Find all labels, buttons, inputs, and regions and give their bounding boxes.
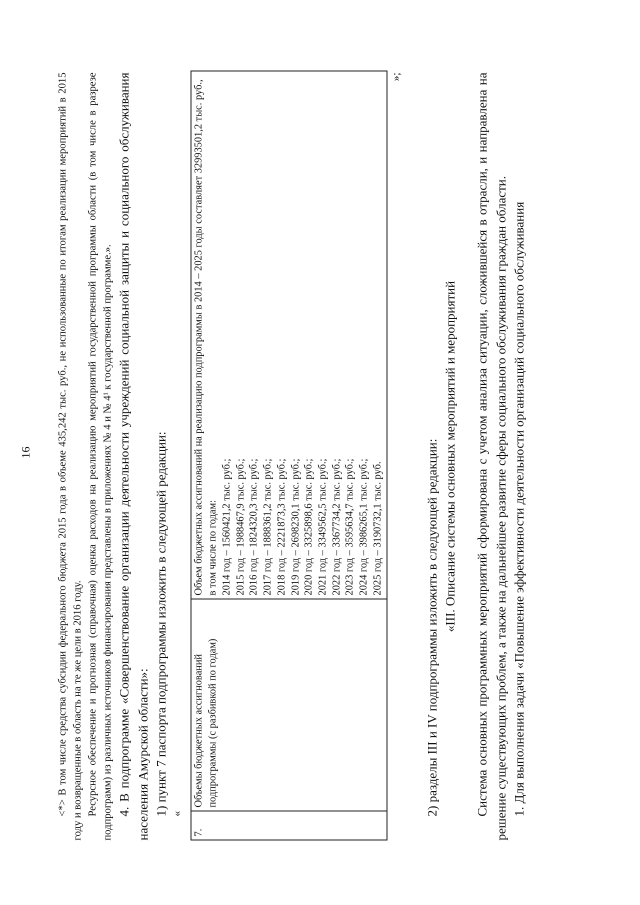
table-row (191, 71, 386, 840)
year-line: 2017 год – 1888361,2 тыс. руб.; (262, 458, 274, 596)
passport-table (191, 71, 387, 841)
year-line: 2023 год – 3595634,7 тыс. руб.; (344, 458, 356, 596)
year-line: 2025 год – 3190732,1 тыс. руб. (372, 461, 384, 596)
year-line: 2022 год – 3367734,2 тыс. руб.; (331, 458, 343, 596)
year-line: 2020 год – 3325898,6 тыс. руб.; (303, 458, 315, 596)
year-line: 2021 год – 3349562,5 тыс. руб.; (317, 458, 329, 596)
year-line: 2016 год – 1824320,3 тыс. руб.; (248, 458, 260, 596)
section-3-title: «III. Описание системы основных мероприятий и мероприятий (442, 280, 458, 633)
year-line: 2014 год – 1560421,2 тыс. руб.; (221, 458, 233, 596)
budget-intro: Объем бюджетных ассигнований на реализацию подпрограммы в 2014 – 2025 годы составляет 32993501,2 тыс. руб., в том числе по годам: (193, 79, 219, 596)
item-4-heading: 4. В подпрограмме «Совершенствование организации деятельности учреждений социальной защиты и социального обслуживания населения Амурской области»: (116, 72, 151, 841)
page-number: 16 (18, 446, 33, 459)
year-line: 2018 год – 2221873,3 тыс. руб.; (276, 458, 288, 596)
paragraph-task-1: 1. Для выполнения задачи «Повышение эффективности деятельности организаций социального обслуживания (511, 201, 527, 817)
item-4-1: 1) пункт 7 паспорта подпрограммы изложить в следующей редакции: (153, 431, 169, 817)
page-content (56, 73, 530, 841)
row-number: 7. (191, 811, 386, 840)
paragraph-system: Система основных программных мероприятий сформирована с учетом анализа ситуации, сложившейся в отрасли, и направлена на решение существующих проблем, а также на дальнейшее развитие сферы социального обслуживания граждан области. (474, 72, 509, 841)
year-line: 2015 год – 1988467,9 тыс. руб.; (235, 458, 247, 596)
year-line: 2024 год – 3986265,1 тыс. руб.; (358, 458, 370, 596)
item-4-2: 2) разделы III и IV подпрограммы изложить в следующей редакции: (424, 438, 440, 817)
quote-open: « (171, 810, 184, 817)
quote-close: »; (390, 72, 403, 82)
year-line: 2019 год – 2698230,1 тыс. руб.; (290, 458, 302, 596)
row-value (191, 71, 386, 599)
rotated-page (8, 3, 633, 903)
footnote: <*> В том числе средства субсидии федерального бюджета 2015 года в объеме 435,242 тыс. руб., не использованные по итогам реализации мероприятий в 2015 году и возвращенные в область на те же цели в 2016 году. (57, 72, 84, 841)
row-label: Объемы бюджетных ассигнований подпрограммы (с разбивкой по годам) (191, 599, 386, 811)
resource-note: Ресурсное обеспечение и прогнозная (справочная) оценка расходов на реализацию мероприятий государственной программы области (в том числе в разрезе подпрограмм) из различных источников финансирования представлены в приложениях № 4 и № 4¹ к государственной программе.». (87, 72, 114, 841)
